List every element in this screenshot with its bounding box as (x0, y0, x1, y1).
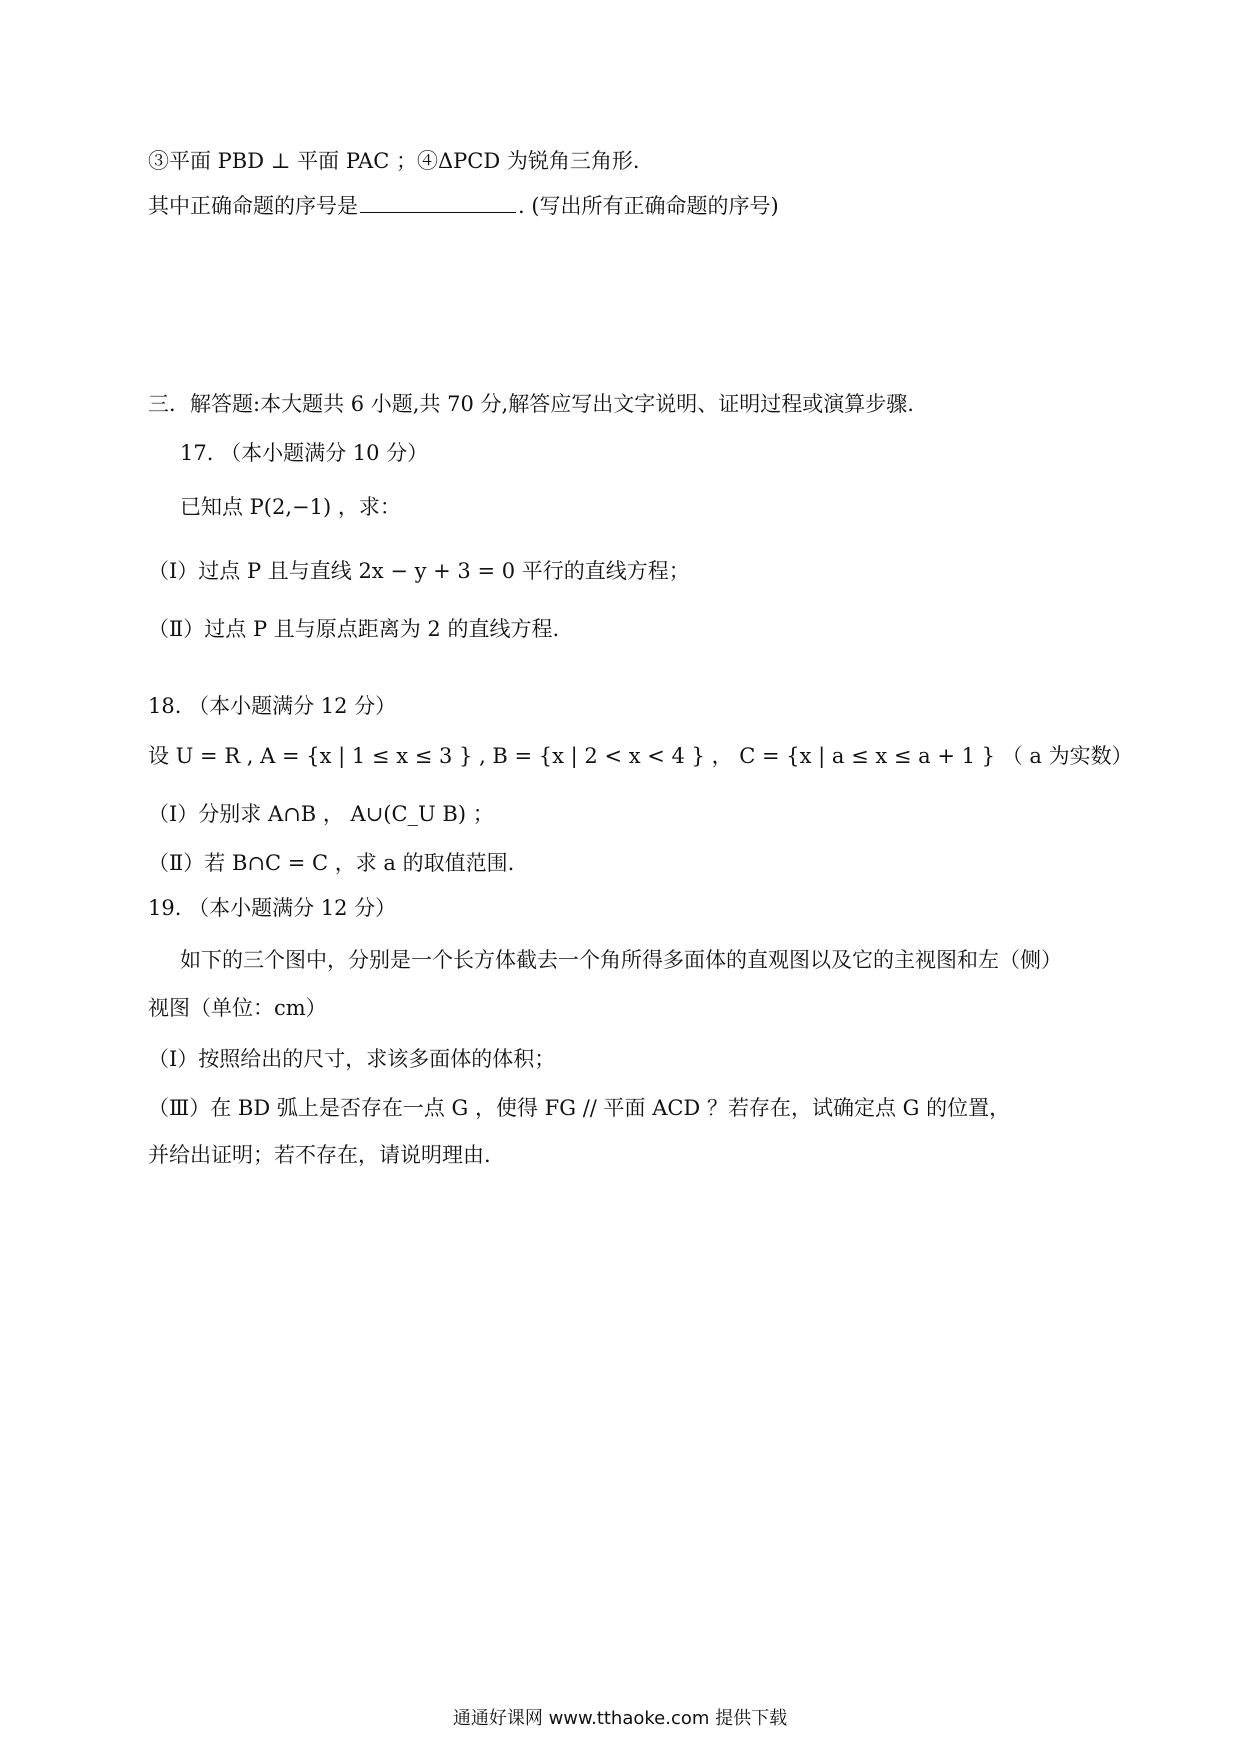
q17-part2: （Ⅱ）过点 P 且与原点距离为 2 的直线方程. (148, 617, 560, 641)
fill-suffix: . (写出所有正确命题的序号) (518, 194, 779, 218)
q19-stem-line1: 如下的三个图中，分别是一个长方体截去一个角所得多面体的直观图以及它的主视图和左（侧） (180, 948, 1062, 972)
q17-stem: 已知点 P(2,−1) ，求： (180, 495, 401, 519)
footer-download-note: 通通好课网 www.tthaoke.com 提供下载 (452, 1708, 788, 1729)
q19-stem-line2: 视图（单位：cm） (148, 996, 327, 1020)
q19-title: 19. （本小题满分 12 分） (148, 896, 397, 920)
q18-title: 18. （本小题满分 12 分） (148, 694, 397, 718)
section-3-heading: 三．解答题:本大题共 6 小题,共 70 分,解答应写出文字说明、证明过程或演算步骤. (148, 392, 914, 416)
q19-part3-line1: （Ⅲ）在 BD 弧上是否存在一点 G ，使得 FG // 平面 ACD ？若存在，试确定点 G 的位置， (148, 1096, 1011, 1120)
q17-part1: （Ⅰ）过点 P 且与直线 2x − y + 3 = 0 平行的直线方程； (148, 559, 690, 583)
q18-part1: （Ⅰ）分别求 A∩B ， A∪(C_U B) ； (148, 802, 494, 826)
fill-prefix: 其中正确命题的序号是 (148, 194, 358, 218)
q17-title: 17. （本小题满分 10 分） (180, 441, 429, 465)
q18-stem: 设 U = R , A = {x | 1 ≤ x ≤ 3 } , B = {x | 2 < x < 4 } ， C = {x | a ≤ x ≤ a + 1 } （ a 为实数） (148, 744, 1133, 768)
answer-blank[interactable] (360, 194, 516, 213)
q19-part1: （Ⅰ）按照给出的尺寸，求该多面体的体积； (148, 1047, 556, 1071)
statement-3-4: ③平面 PBD ⊥ 平面 PAC ；④ΔPCD 为锐角三角形. (148, 149, 640, 173)
fill-in-question (148, 194, 779, 217)
q18-part2: （Ⅱ）若 B∩C = C ，求 a 的取值范围. (148, 851, 515, 875)
q19-part3-line2: 并给出证明；若不存在，请说明理由. (148, 1143, 491, 1167)
